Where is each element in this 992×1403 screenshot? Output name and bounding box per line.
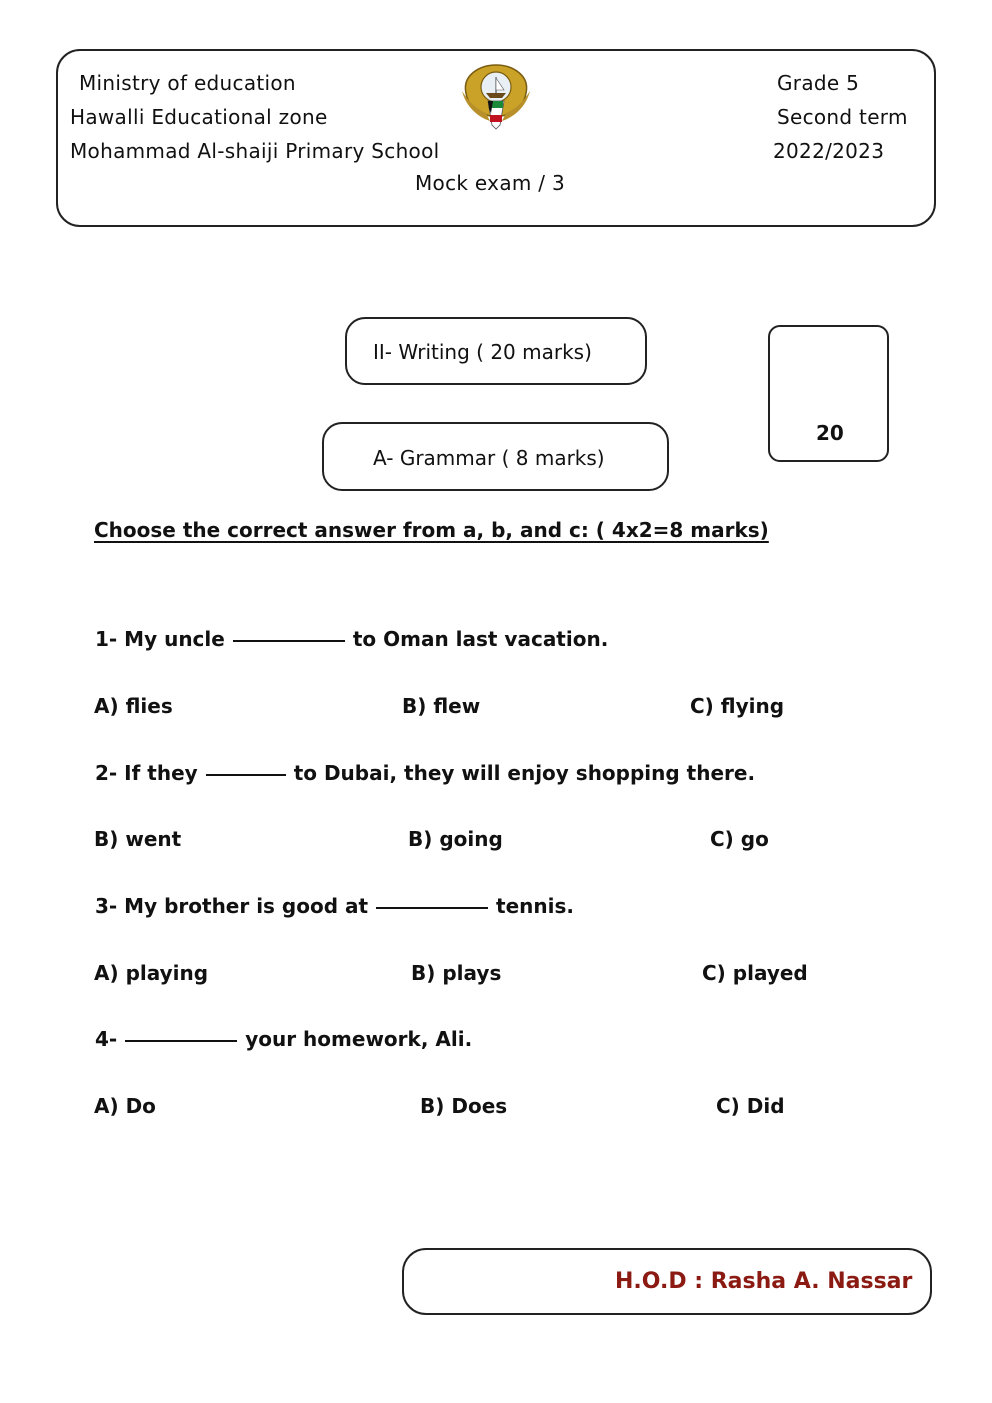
- question-3: [95, 894, 574, 918]
- grammar-section-title: A- Grammar ( 8 marks): [373, 446, 605, 470]
- question-3-stem: 3- My brother is good at: [95, 894, 369, 918]
- instruction: Choose the correct answer from a, b, and c: ( 4x2=8 marks): [94, 518, 769, 542]
- zone-label: Hawalli Educational zone: [70, 105, 328, 129]
- question-2-stem: 2- If they: [95, 761, 198, 785]
- term-label: Second term: [777, 105, 908, 129]
- q2-option-a: B) went: [94, 827, 182, 851]
- ministry-label: Ministry of education: [79, 71, 296, 95]
- question-2-rest: to Dubai, they will enjoy shopping there.: [293, 761, 756, 785]
- answer-blank: [206, 773, 286, 776]
- question-4-stem: 4-: [95, 1027, 118, 1051]
- q1-option-b: B) flew: [402, 694, 481, 718]
- q2-option-b: B) going: [408, 827, 503, 851]
- question-3-rest: tennis.: [496, 894, 575, 918]
- question-1-rest: to Oman last vacation.: [352, 627, 609, 651]
- hod-signature: H.O.D : Rasha A. Nassar: [615, 1269, 913, 1294]
- exam-label: Mock exam / 3: [415, 171, 566, 195]
- grade-label: Grade 5: [777, 71, 860, 95]
- q4-option-a: A) Do: [94, 1094, 156, 1118]
- q3-option-c: C) played: [702, 961, 808, 985]
- school-label: Mohammad Al-shaiji Primary School: [70, 139, 440, 163]
- writing-section-title: II- Writing ( 20 marks): [373, 340, 592, 364]
- question-1-stem: 1- My uncle: [95, 627, 225, 651]
- question-2: [95, 761, 755, 785]
- q1-option-c: C) flying: [690, 694, 785, 718]
- question-1: [95, 627, 608, 651]
- question-4: [95, 1027, 472, 1051]
- q4-option-b: B) Does: [420, 1094, 508, 1118]
- question-4-rest: your homework, Ali.: [245, 1027, 473, 1051]
- year-label: 2022/2023: [773, 139, 885, 163]
- score-total: 20: [816, 421, 844, 445]
- answer-blank: [233, 639, 345, 642]
- answer-blank: [376, 906, 488, 909]
- q3-option-a: A) playing: [94, 961, 209, 985]
- q1-option-a: A) flies: [94, 694, 173, 718]
- q2-option-c: C) go: [710, 827, 769, 851]
- answer-blank: [125, 1039, 237, 1042]
- q3-option-b: B) plays: [411, 961, 502, 985]
- q4-option-c: C) Did: [716, 1094, 785, 1118]
- kuwait-emblem-icon: [460, 63, 532, 145]
